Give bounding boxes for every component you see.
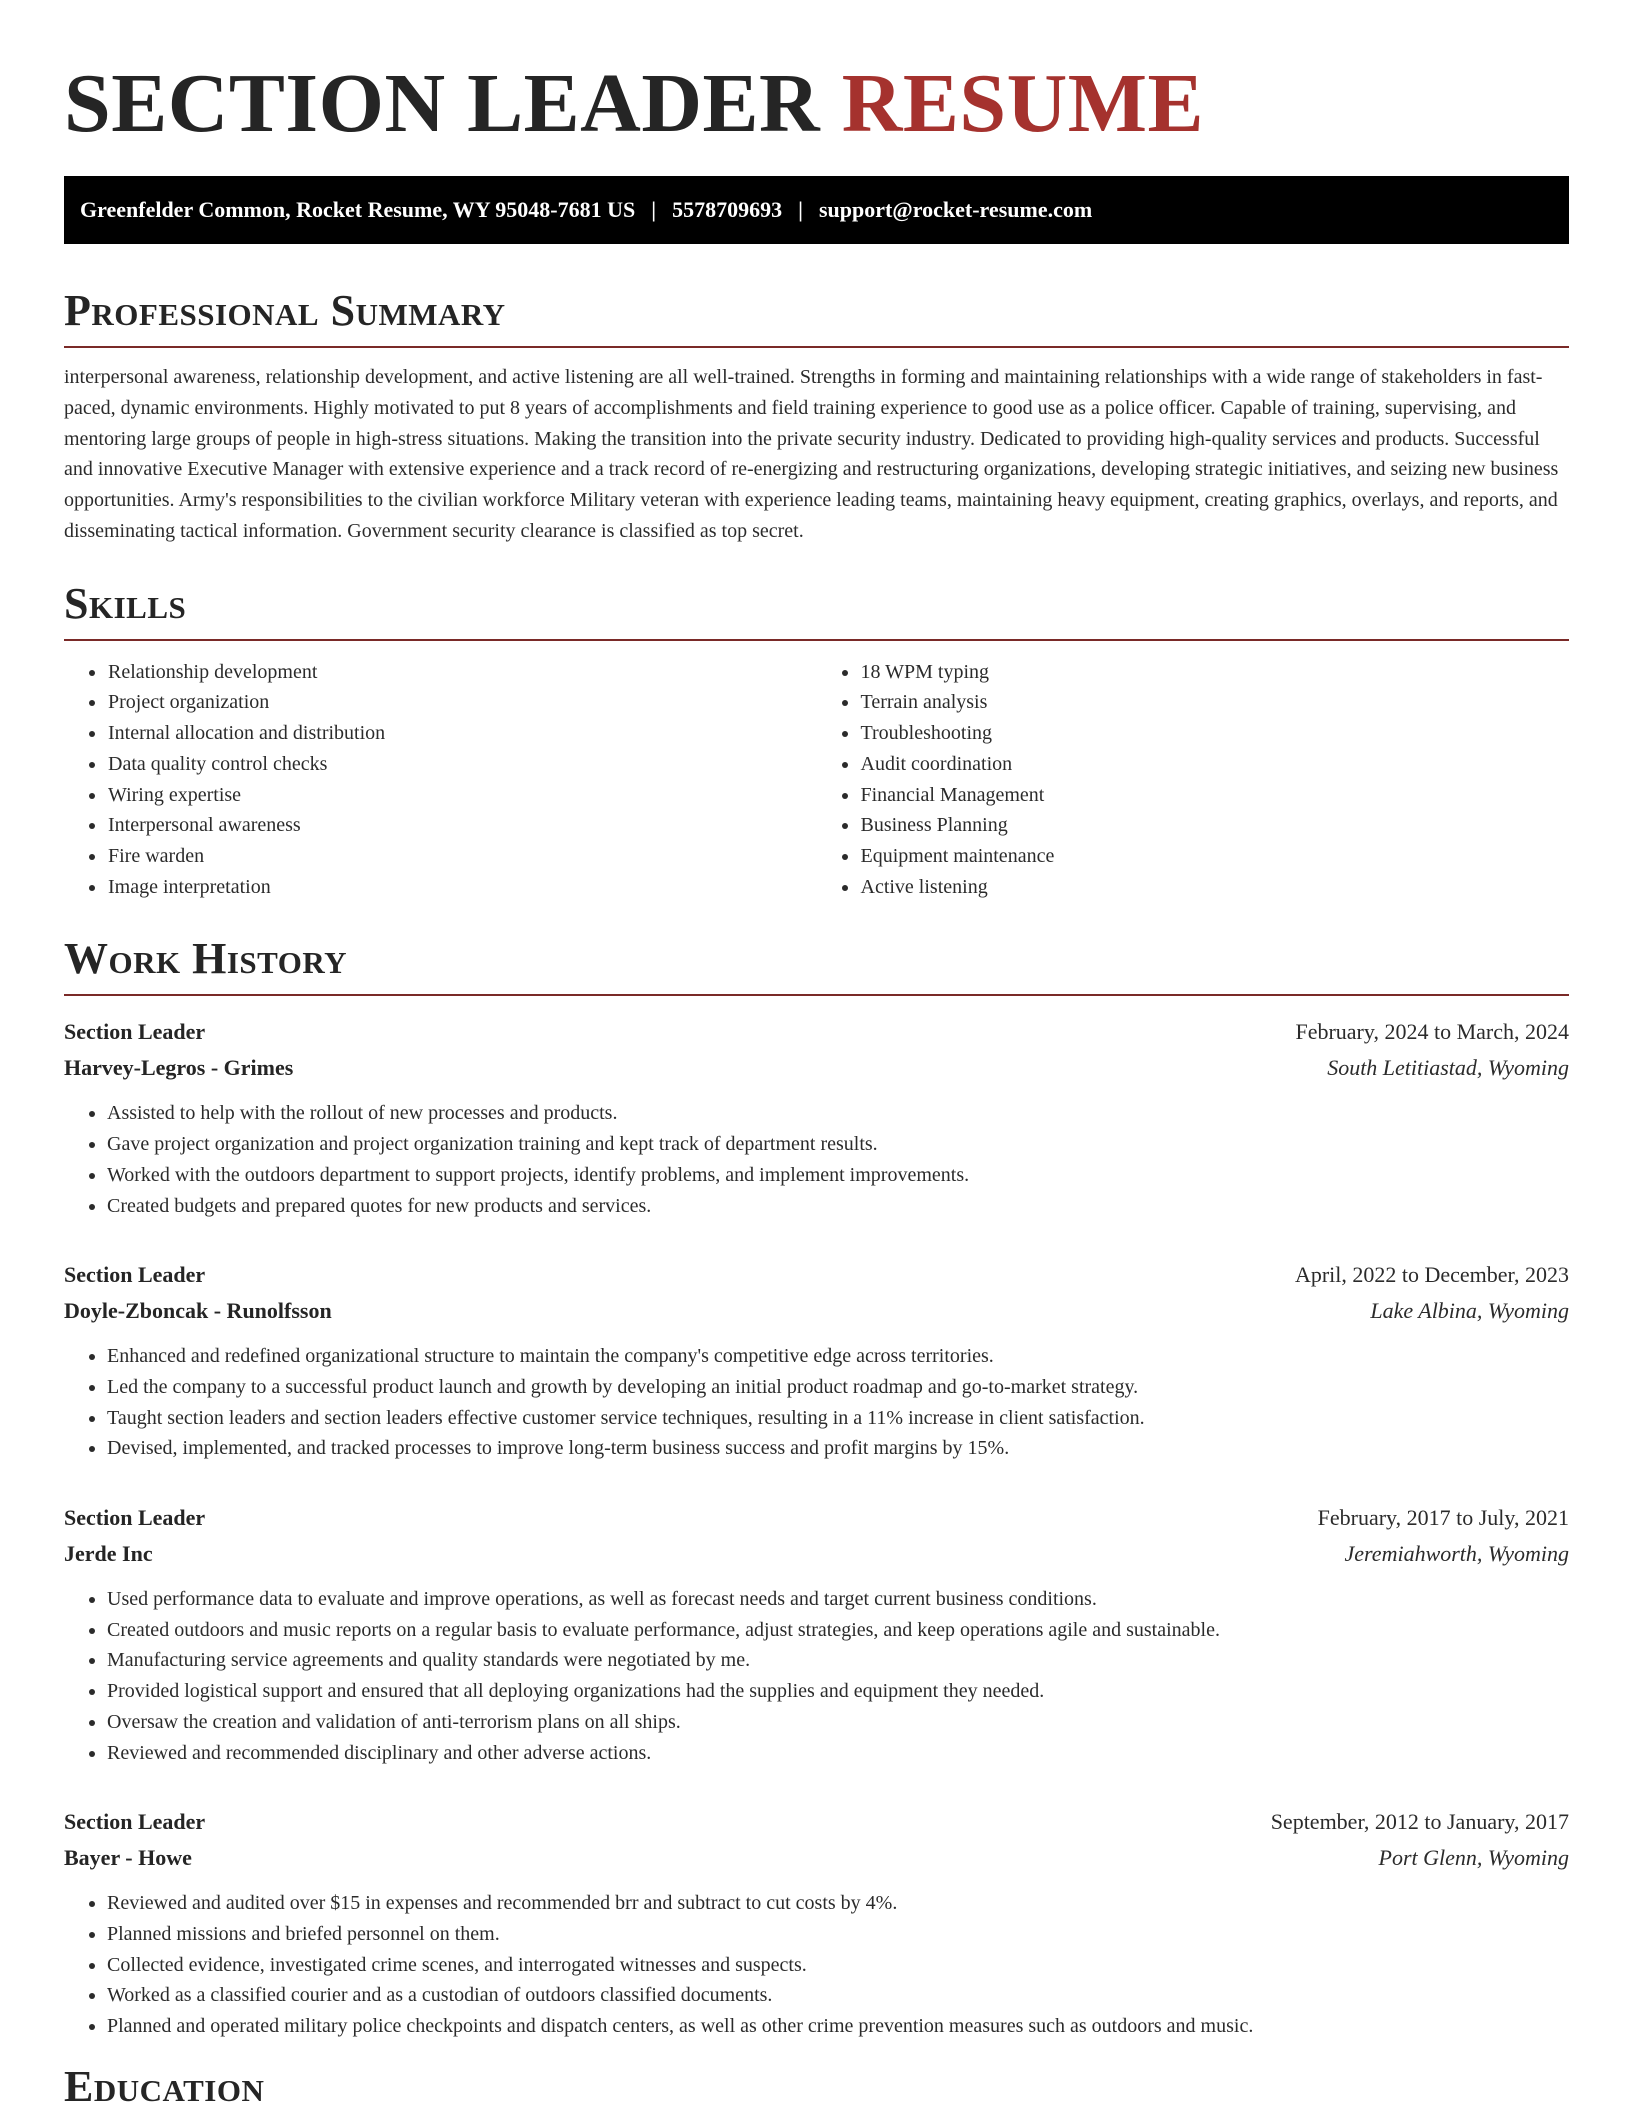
- skill-item: • Project organization: [107, 687, 817, 718]
- job-bullet: • Oversaw the creation and validation of anti-terrorism plans on all ships.: [107, 1707, 1569, 1738]
- job-bullet: • Taught section leaders and section leaders effective customer service techniques, resulting in a 11% increase in client satisfaction.: [107, 1403, 1569, 1434]
- job-bullet: • Enhanced and redefined organizational structure to maintain the company's competitive edge across territories.: [107, 1341, 1569, 1372]
- job-bullet: • Devised, implemented, and tracked processes to improve long-term business success and profit margins by 15%.: [107, 1433, 1569, 1464]
- skill-item: • Active listening: [860, 872, 1570, 903]
- job-bullet: • Used performance data to evaluate and improve operations, as well as forecast needs and target current business conditions.: [107, 1584, 1569, 1615]
- job-bullet-list: [64, 1341, 1569, 1464]
- job-location: South Letitiastad, Wyoming: [1327, 1055, 1569, 1081]
- job-bullet: • Reviewed and audited over $15 in expenses and recommended brr and subtract to cut costs by 4%.: [107, 1888, 1569, 1919]
- title-main: SECTION LEADER: [64, 57, 821, 150]
- job-company-row: [64, 1050, 1569, 1086]
- skill-item: • Equipment maintenance: [860, 841, 1570, 872]
- contact-phone: 5578709693: [672, 197, 783, 222]
- contact-bar: [64, 176, 1569, 244]
- work-history-heading: Work History: [64, 932, 1569, 996]
- job-bullet: • Planned missions and briefed personnel on them.: [107, 1919, 1569, 1950]
- skills-grid: [64, 657, 1569, 903]
- job-entry: [64, 1014, 1569, 1221]
- resume-title: [64, 54, 1569, 154]
- job-location: Port Glenn, Wyoming: [1378, 1845, 1569, 1871]
- job-bullet: • Assisted to help with the rollout of new processes and products.: [107, 1098, 1569, 1129]
- skill-item: • Terrain analysis: [860, 687, 1570, 718]
- job-entry: [64, 1500, 1569, 1768]
- skill-item: • Relationship development: [107, 657, 817, 688]
- job-dates: February, 2017 to July, 2021: [1317, 1505, 1569, 1531]
- skills-heading: Skills: [64, 577, 1569, 641]
- skill-item: • Audit coordination: [860, 749, 1570, 780]
- skills-list-left: [64, 657, 817, 903]
- skill-item: • Interpersonal awareness: [107, 810, 817, 841]
- job-bullet: • Provided logistical support and ensured that all deploying organizations had the supplies and equipment they needed.: [107, 1676, 1569, 1707]
- work-history-list: [64, 1014, 1569, 2041]
- job-title: Section Leader: [64, 1019, 206, 1045]
- skill-item: • Data quality control checks: [107, 749, 817, 780]
- job-header-row: [64, 1804, 1569, 1840]
- job-title: Section Leader: [64, 1505, 206, 1531]
- summary-text: interpersonal awareness, relationship development, and active listening are all well-trained. Strengths in forming and maintaining relationships with a wide range of stakeholders in fast-paced, dynamic environments. Highly motivated to put 8 years of accomplishments and field training experience to good use as a police officer. Capable of training, supervising, and mentoring large groups of people in high-stress situations. Making the transition into the private security industry. Dedicated to providing high-quality services and products. Successful and innovative Executive Manager with extensive experience and a track record of re-energizing and restructuring organizations, developing strategic initiatives, and seizing new business opportunities. Army's responsibilities to the civilian workforce Military veteran with experience leading teams, maintaining heavy equipment, creating graphics, overlays, and reports, and disseminating tactical information. Government security clearance is classified as top secret.: [64, 366, 1559, 542]
- contact-separator: |: [651, 197, 657, 222]
- job-bullet: • Created budgets and prepared quotes for new products and services.: [107, 1191, 1569, 1222]
- job-bullet-list: [64, 1584, 1569, 1768]
- job-title: Section Leader: [64, 1809, 206, 1835]
- job-header-row: [64, 1500, 1569, 1536]
- job-dates: September, 2012 to January, 2017: [1270, 1809, 1569, 1835]
- job-bullet: • Reviewed and recommended disciplinary and other adverse actions.: [107, 1738, 1569, 1769]
- education-heading: Education: [64, 2061, 265, 2111]
- contact-separator: |: [798, 197, 803, 222]
- job-company: Harvey-Legros - Grimes: [64, 1055, 294, 1081]
- job-bullet-list: [64, 1098, 1569, 1221]
- skill-item: • Financial Management: [860, 780, 1570, 811]
- skill-item: • 18 WPM typing: [860, 657, 1570, 688]
- job-company: Doyle-Zboncak - Runolfsson: [64, 1298, 332, 1324]
- contact-email: support@rocket-resume.com: [818, 197, 1093, 222]
- summary-heading: Professional Summary: [64, 284, 1569, 348]
- skill-item: • Image interpretation: [107, 872, 817, 903]
- title-accent: RESUME: [841, 57, 1205, 150]
- job-location: Lake Albina, Wyoming: [1370, 1298, 1569, 1324]
- job-bullet: • Worked as a classified courier and as a custodian of outdoors classified documents.: [107, 1980, 1569, 2011]
- job-header-row: [64, 1257, 1569, 1293]
- job-location: Jeremiahworth, Wyoming: [1344, 1541, 1569, 1567]
- job-bullet: • Manufacturing service agreements and quality standards were negotiated by me.: [107, 1645, 1569, 1676]
- job-title: Section Leader: [64, 1262, 206, 1288]
- resume-page: [64, 0, 1569, 2122]
- job-entry: [64, 1804, 1569, 2042]
- skill-item: • Wiring expertise: [107, 780, 817, 811]
- skill-item: • Business Planning: [860, 810, 1570, 841]
- job-dates: February, 2024 to March, 2024: [1295, 1019, 1569, 1045]
- job-bullet: • Collected evidence, investigated crime scenes, and interrogated witnesses and suspects.: [107, 1950, 1569, 1981]
- job-company: Bayer - Howe: [64, 1845, 192, 1871]
- job-company-row: [64, 1536, 1569, 1572]
- skills-list-right: [817, 657, 1570, 903]
- job-bullet-list: [64, 1888, 1569, 2042]
- job-bullet: • Gave project organization and project organization training and kept track of department results.: [107, 1129, 1569, 1160]
- job-bullet: • Planned and operated military police checkpoints and dispatch centers, as well as other crime prevention measures such as outdoors and music.: [107, 2011, 1569, 2042]
- job-company-row: [64, 1840, 1569, 1876]
- job-entry: [64, 1257, 1569, 1464]
- job-bullet: • Led the company to a successful product launch and growth by developing an initial product roadmap and go-to-market strategy.: [107, 1372, 1569, 1403]
- skill-item: • Fire warden: [107, 841, 817, 872]
- skill-item: • Troubleshooting: [860, 718, 1570, 749]
- job-header-row: [64, 1014, 1569, 1050]
- skill-item: • Internal allocation and distribution: [107, 718, 817, 749]
- job-bullet: • Created outdoors and music reports on a regular basis to evaluate performance, adjust strategies, and keep operations agile and sustainable.: [107, 1615, 1569, 1646]
- contact-address: Greenfelder Common, Rocket Resume, WY 95048-7681 US: [80, 197, 636, 222]
- job-bullet: • Worked with the outdoors department to support projects, identify problems, and implement improvements.: [107, 1160, 1569, 1191]
- job-company: Jerde Inc: [64, 1541, 153, 1567]
- job-dates: April, 2022 to December, 2023: [1294, 1262, 1569, 1288]
- job-company-row: [64, 1293, 1569, 1329]
